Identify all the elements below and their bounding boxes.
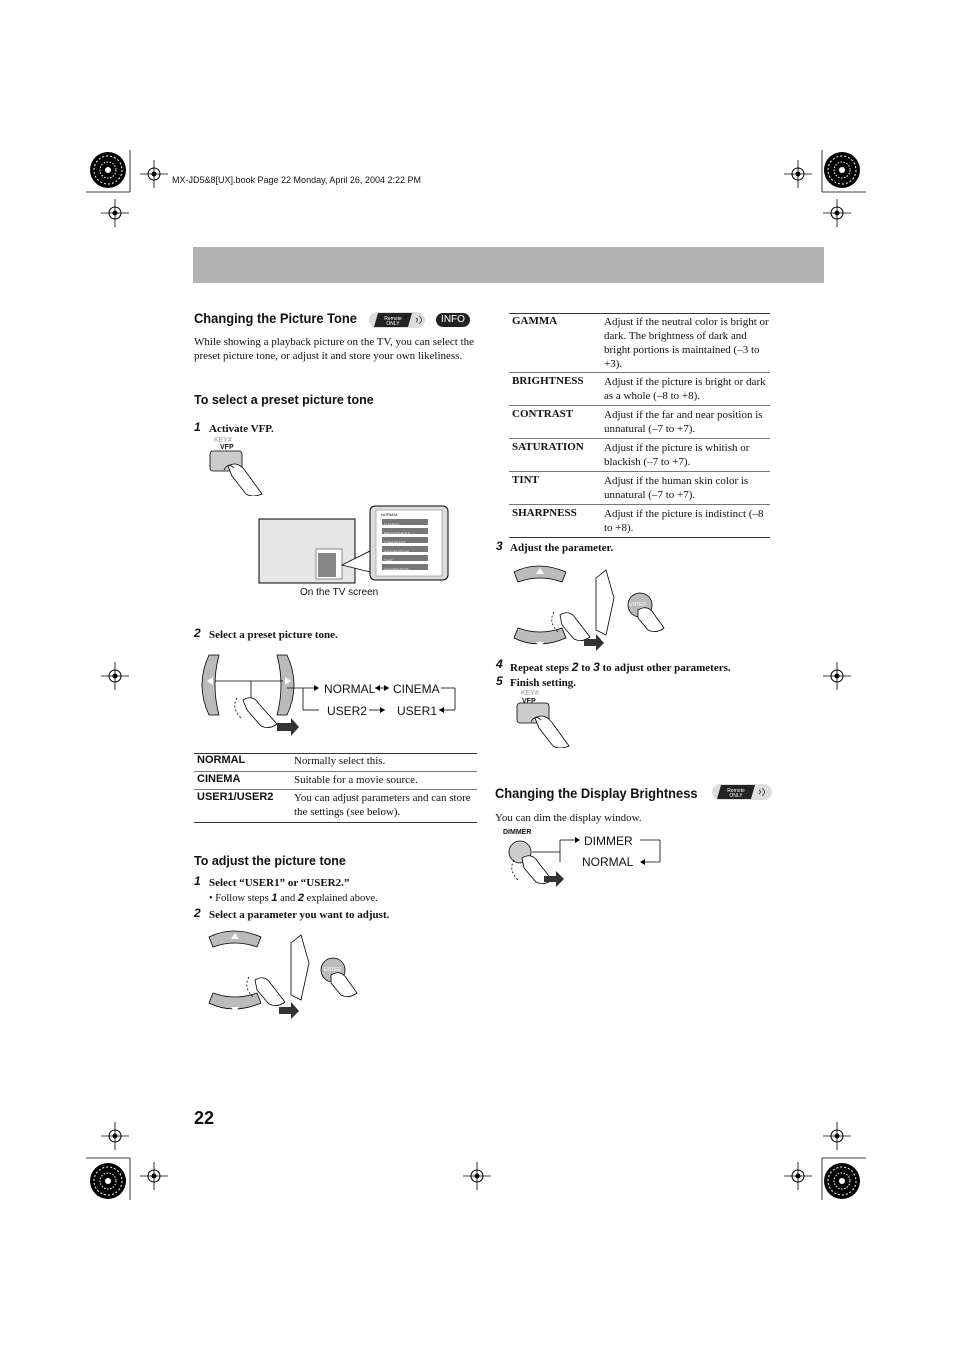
tv-screen-illustration xyxy=(258,505,453,585)
param-name: GAMMA xyxy=(512,315,558,327)
step-text xyxy=(510,660,731,674)
step-text: Select “USER1” or “USER2.” xyxy=(209,877,350,889)
svg-text:Remote: Remote xyxy=(384,316,402,322)
dimmer-option: DIMMER xyxy=(584,834,633,848)
enter-label: ENTER xyxy=(324,967,341,973)
table-rule xyxy=(509,438,770,439)
table-rule xyxy=(509,537,770,538)
step-number: 5 xyxy=(496,674,503,688)
step-number: 3 xyxy=(496,539,503,553)
picture-tone-title: Changing the Picture Tone xyxy=(194,310,357,326)
step-note xyxy=(209,892,378,904)
note-step-ref: 1 xyxy=(271,892,278,904)
osd-menu-title: NORMAL xyxy=(381,512,399,517)
dimmer-button-label: DIMMER xyxy=(503,829,532,836)
step-text-part: Repeat steps xyxy=(510,662,572,674)
param-desc: Adjust if the neutral color is bright or dark. The brightness of dark and bright portions is maintained (–3 to +3). xyxy=(604,316,769,370)
enter-label: ENTER xyxy=(629,602,646,608)
note-text: and xyxy=(277,893,298,904)
preset-name: NORMAL xyxy=(197,754,246,766)
param-desc: Adjust if the picture is indistinct (–8 to +8). xyxy=(604,508,764,534)
table-rule xyxy=(509,471,770,472)
file-info-header: MX-JD5&8[UX].book Page 22 Monday, April 26, 2004 2:22 PM xyxy=(172,175,421,185)
page-number: 22 xyxy=(194,1108,215,1128)
preset-name: CINEMA xyxy=(197,773,241,785)
preset-name: USER1/USER2 xyxy=(197,791,274,803)
remote-only-badge xyxy=(711,782,775,802)
note-step-ref: 2 xyxy=(297,892,304,904)
step-text: Activate VFP. xyxy=(209,423,274,435)
table-rule xyxy=(194,789,477,790)
note-text: • Follow steps xyxy=(209,893,272,904)
note-text: explained above. xyxy=(303,893,378,904)
param-desc: Adjust if the picture is whitish or blackish (–7 to +7). xyxy=(604,442,750,468)
key-label: KEY# xyxy=(214,437,232,444)
preset-heading: To select a preset picture tone xyxy=(194,393,374,407)
step-text: Adjust the parameter. xyxy=(510,542,614,554)
step-number: 4 xyxy=(496,657,503,671)
osd-menu-item: SHARPNESS xyxy=(384,567,409,572)
step-text: Finish setting. xyxy=(510,677,577,689)
step-text-part: to adjust other parameters. xyxy=(599,662,731,674)
preset-desc: You can adjust parameters and can store the settings (see below). xyxy=(294,792,471,818)
table-rule xyxy=(194,822,477,823)
step-ref: 3 xyxy=(593,660,600,674)
remote-only-badge xyxy=(368,310,432,330)
step-text: Select a parameter you want to adjust. xyxy=(209,909,390,921)
vfp-label: VFP xyxy=(522,698,536,705)
cycle-normal: NORMAL xyxy=(324,682,376,696)
svg-text:ONLY: ONLY xyxy=(729,793,743,799)
updown-enter-illustration xyxy=(205,925,365,1020)
step-number: 2 xyxy=(194,626,201,640)
key-label: KEY# xyxy=(521,690,539,697)
param-desc: Adjust if the human skin color is unnatural (–7 to +7). xyxy=(604,475,749,501)
vfp-press-illustration xyxy=(200,436,280,496)
step-text: Select a preset picture tone. xyxy=(209,629,338,641)
param-desc: Adjust if the picture is bright or dark as a whole (–8 to +8). xyxy=(604,376,766,402)
param-name: CONTRAST xyxy=(512,408,574,420)
cycle-user1: USER1 xyxy=(397,704,438,718)
osd-menu-list xyxy=(384,520,410,574)
osd-menu-item: TINT xyxy=(384,558,393,563)
svg-text:ONLY: ONLY xyxy=(386,321,400,327)
preset-desc: Suitable for a movie source. xyxy=(294,774,418,786)
step-ref: 2 xyxy=(571,660,579,674)
updown-enter-illustration xyxy=(510,560,670,655)
step-number: 2 xyxy=(194,906,201,920)
display-brightness-title: Changing the Display Brightness xyxy=(495,785,698,801)
param-name: SHARPNESS xyxy=(512,507,577,519)
step-number: 1 xyxy=(194,420,201,434)
tv-screen-caption: On the TV screen xyxy=(300,587,379,598)
header-band xyxy=(193,247,824,283)
osd-menu-item: CONTRAST xyxy=(384,540,406,545)
cycle-user2: USER2 xyxy=(327,704,368,718)
table-rule xyxy=(509,405,770,406)
cycle-cinema: CINEMA xyxy=(393,682,440,696)
param-name: TINT xyxy=(512,474,539,486)
osd-menu-item: BRIGHTNESS xyxy=(384,531,411,536)
table-rule xyxy=(509,504,770,505)
step-text-part: to xyxy=(578,662,594,674)
osd-menu-item: SATURATION xyxy=(384,549,410,554)
info-badge: INFO xyxy=(436,313,470,327)
svg-text:Remote: Remote xyxy=(727,788,745,794)
step-number: 1 xyxy=(194,874,201,888)
param-name: BRIGHTNESS xyxy=(512,375,584,387)
param-desc: Adjust if the far and near position is unnatural (–7 to +7). xyxy=(604,409,763,435)
vfp-label: VFP xyxy=(220,444,234,451)
adjust-heading: To adjust the picture tone xyxy=(194,854,346,868)
display-brightness-text: You can dim the display window. xyxy=(495,812,642,824)
table-rule xyxy=(509,372,770,373)
osd-menu-item: GAMMA xyxy=(384,522,400,527)
picture-tone-intro: While showing a playback picture on the TV, you can select the preset picture tone, or adjust it and store your own likeliness. xyxy=(194,336,475,362)
normal-option: NORMAL xyxy=(582,855,634,869)
table-rule xyxy=(509,313,770,314)
param-name: SATURATION xyxy=(512,441,584,453)
preset-desc: Normally select this. xyxy=(294,755,386,767)
table-rule xyxy=(194,771,477,772)
vfp-press-illustration xyxy=(507,688,587,748)
